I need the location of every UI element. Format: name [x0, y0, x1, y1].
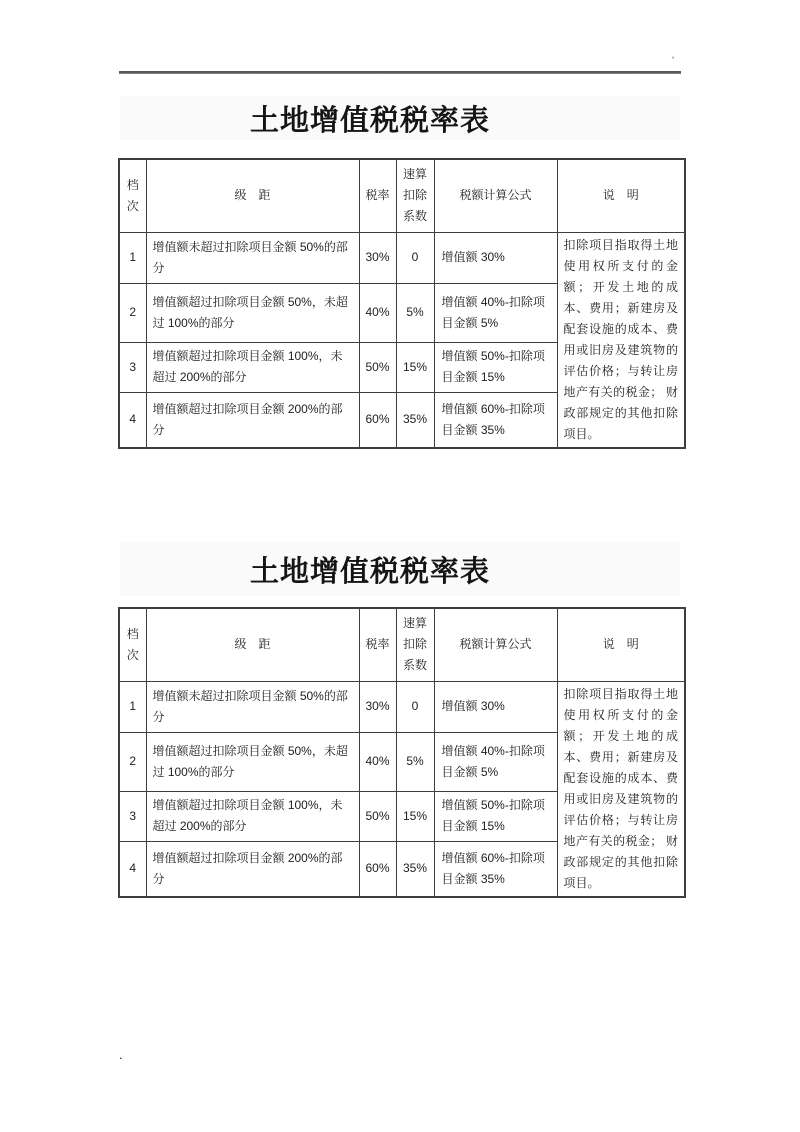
header-quick-deduction: 速算扣除系数: [396, 159, 434, 232]
cell-rate: 50%: [359, 791, 396, 841]
cell-bracket: 增值额超过扣除项目金额 50%，未超过 100%的部分: [146, 283, 359, 342]
title-bar-1: [120, 96, 680, 140]
cell-level: 2: [119, 283, 146, 342]
header-notes: 说 明: [557, 608, 685, 681]
cell-level: 1: [119, 681, 146, 732]
cell-rate: 40%: [359, 283, 396, 342]
top-horizontal-rule: [119, 71, 681, 74]
cell-level: 2: [119, 732, 146, 791]
cell-rate: 40%: [359, 732, 396, 791]
cell-bracket: 增值额未超过扣除项目金额 50%的部分: [146, 681, 359, 732]
cell-level: 4: [119, 392, 146, 447]
document-title-1: 土地增值税税率表: [249, 104, 490, 137]
tax-rate-table-1: [118, 158, 686, 449]
document-title-2: 土地增值税税率表: [249, 555, 490, 588]
cell-quick-deduction: 15%: [396, 791, 434, 841]
cell-notes: 扣除项目指取得土地使用权所支付的金额；开发土地的成本、费用；新建房及配套设施的成本、费用或旧房及建筑物的评估价格；与转让房地产有关的税金； 财政部规定的其他扣除项目。: [557, 681, 685, 897]
header-formula: 税额计算公式: [434, 608, 557, 681]
cell-formula: 增值额 50%-扣除项目金额 15%: [434, 342, 557, 392]
cell-quick-deduction: 5%: [396, 283, 434, 342]
cell-formula: 增值额 60%-扣除项目金额 35%: [434, 392, 557, 447]
cell-bracket: 增值额超过扣除项目金额 100%，未超过 200%的部分: [146, 791, 359, 841]
cell-rate: 30%: [359, 681, 396, 732]
cell-level: 3: [119, 791, 146, 841]
cell-rate: 30%: [359, 232, 396, 283]
cell-bracket: 增值额超过扣除项目金额 200%的部分: [146, 841, 359, 896]
stray-tick-mark: ': [672, 55, 675, 67]
cell-level: 1: [119, 232, 146, 283]
cell-quick-deduction: 35%: [396, 392, 434, 447]
cell-quick-deduction: 15%: [396, 342, 434, 392]
table-row: [119, 681, 685, 732]
cell-bracket: 增值额超过扣除项目金额 200%的部分: [146, 392, 359, 447]
stray-period-mark: .: [119, 1047, 123, 1062]
cell-formula: 增值额 50%-扣除项目金额 15%: [434, 791, 557, 841]
cell-bracket: 增值额超过扣除项目金额 100%，未超过 200%的部分: [146, 342, 359, 392]
header-quick-deduction: 速算扣除系数: [396, 608, 434, 681]
cell-rate: 60%: [359, 841, 396, 896]
header-rate: 税率: [359, 159, 396, 232]
table-row: [119, 232, 685, 283]
cell-formula: 增值额 60%-扣除项目金额 35%: [434, 841, 557, 896]
cell-notes: 扣除项目指取得土地使用权所支付的金额；开发土地的成本、费用；新建房及配套设施的成本、费用或旧房及建筑物的评估价格；与转让房地产有关的税金； 财政部规定的其他扣除项目。: [557, 232, 685, 448]
header-level: 档次: [119, 159, 146, 232]
cell-quick-deduction: 5%: [396, 732, 434, 791]
header-rate: 税率: [359, 608, 396, 681]
cell-quick-deduction: 0: [396, 681, 434, 732]
table-header-row: [119, 608, 685, 681]
tax-rate-table-2: [118, 607, 686, 898]
cell-rate: 50%: [359, 342, 396, 392]
header-bracket: 级 距: [146, 159, 359, 232]
cell-quick-deduction: 0: [396, 232, 434, 283]
header-bracket: 级 距: [146, 608, 359, 681]
table-header-row: [119, 159, 685, 232]
header-formula: 税额计算公式: [434, 159, 557, 232]
cell-quick-deduction: 35%: [396, 841, 434, 896]
header-notes: 说 明: [557, 159, 685, 232]
cell-formula: 增值额 30%: [434, 232, 557, 283]
cell-bracket: 增值额未超过扣除项目金额 50%的部分: [146, 232, 359, 283]
cell-level: 3: [119, 342, 146, 392]
cell-level: 4: [119, 841, 146, 896]
cell-bracket: 增值额超过扣除项目金额 50%，未超过 100%的部分: [146, 732, 359, 791]
header-level: 档次: [119, 608, 146, 681]
cell-formula: 增值额 40%-扣除项目金额 5%: [434, 283, 557, 342]
title-bar-2: [120, 542, 680, 596]
cell-formula: 增值额 40%-扣除项目金额 5%: [434, 732, 557, 791]
cell-formula: 增值额 30%: [434, 681, 557, 732]
cell-rate: 60%: [359, 392, 396, 447]
